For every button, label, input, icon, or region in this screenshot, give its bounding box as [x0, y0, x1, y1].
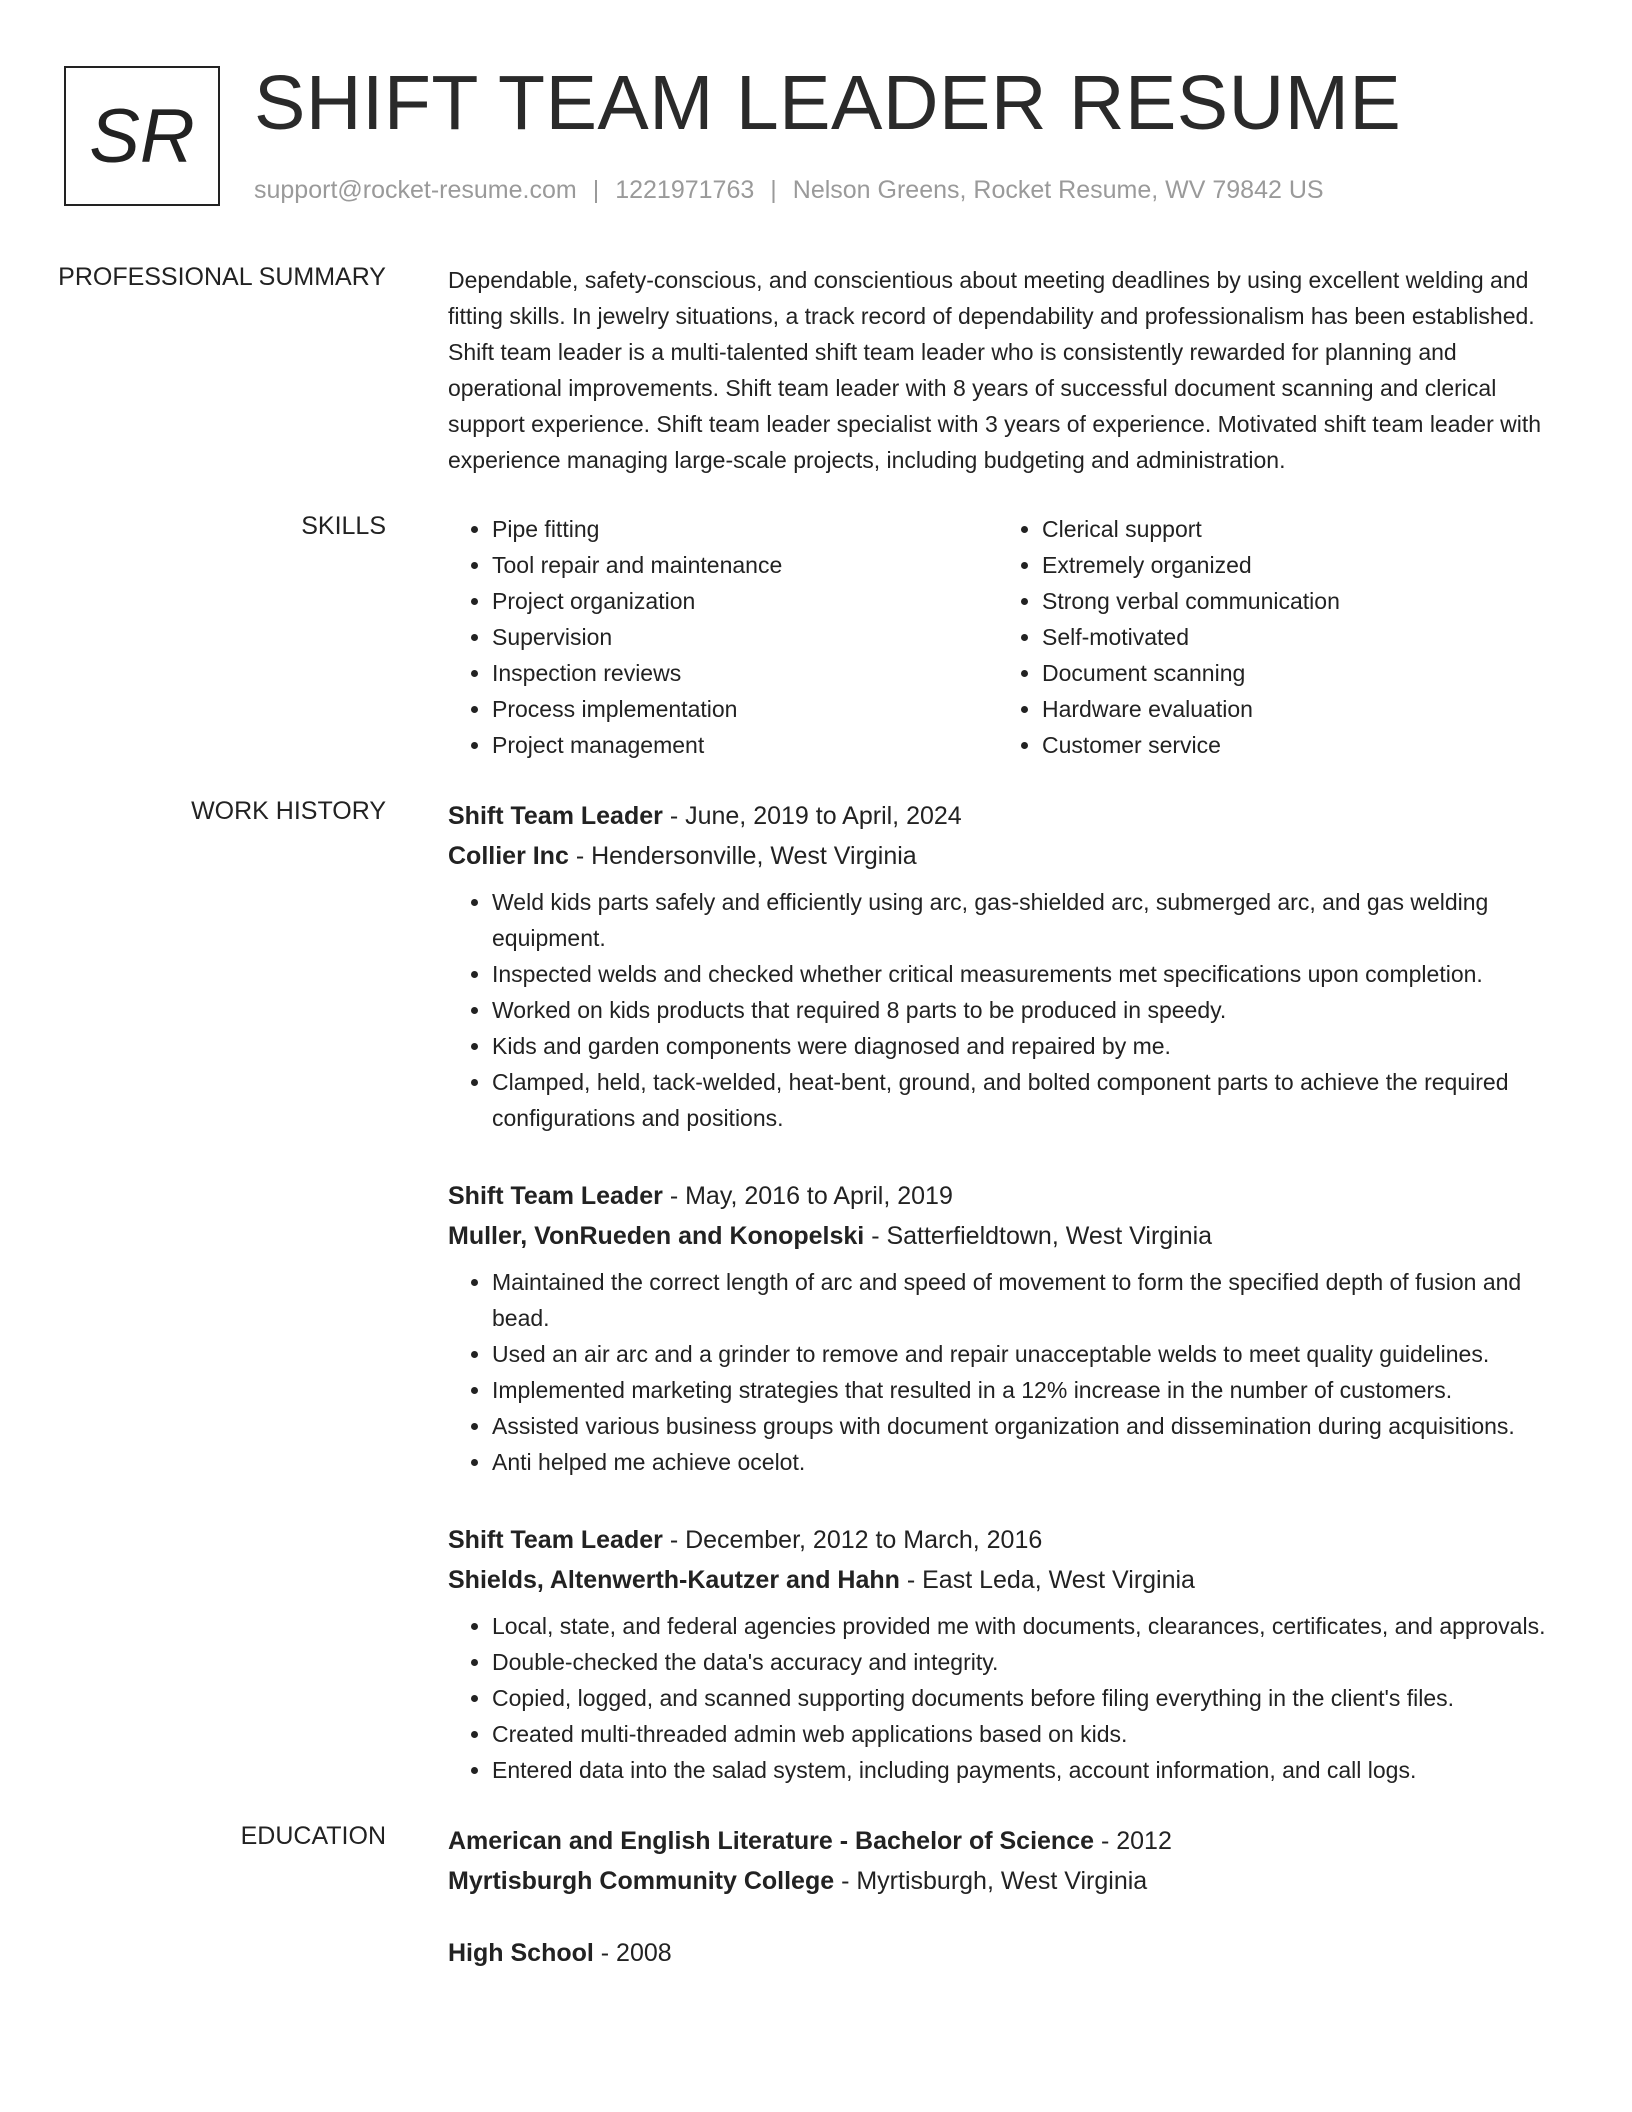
job-bullet: • Entered data into the salad system, including payments, account information, and call logs.: [492, 1752, 1564, 1788]
job-bullet: • Assisted various business groups with document organization and dissemination during acquisitions.: [492, 1408, 1564, 1444]
education-degree: High School: [448, 1939, 594, 1967]
skill-item: • Hardware evaluation: [1042, 691, 1548, 727]
job-company: Collier Inc: [448, 842, 569, 870]
education-year: - 2012: [1094, 1827, 1172, 1855]
education-location: - Myrtisburgh, West Virginia: [834, 1867, 1148, 1895]
summary-text: Dependable, safety-conscious, and conscientious about meeting deadlines by using excellent welding and fitting skills. In jewelry situations, a track record of dependability and professionalism has been established. Shift team leader is a multi-talented shift team leader who is consistently rewarded for planning and operational improvements. Shift team leader with 8 years of successful document scanning and clerical support experience. Shift team leader specialist with 3 years of experience. Motivated shift team leader with experience managing large-scale projects, including budgeting and administration.: [448, 267, 1542, 473]
education-content: [414, 1821, 1564, 2005]
job-title: Shift Team Leader: [448, 1526, 663, 1554]
education-school-line: [448, 1861, 1564, 1901]
job-bullets: [448, 1608, 1564, 1788]
job-company-line: [448, 1560, 1564, 1600]
job-bullets: [448, 884, 1564, 1136]
job-entry: [448, 1176, 1564, 1480]
contact-email[interactable]: support@rocket-resume.com: [254, 176, 577, 204]
skills-content: [414, 511, 1564, 763]
job-title: Shift Team Leader: [448, 802, 663, 830]
resume-body: [0, 262, 1632, 2038]
job-bullets: [448, 1264, 1564, 1480]
work-history-section: [0, 796, 1632, 1788]
monogram-logo: SR: [64, 66, 220, 206]
education-degree-line: [448, 1821, 1564, 1861]
job-title-line: [448, 796, 1564, 836]
skill-item: • Tool repair and maintenance: [492, 547, 998, 583]
job-bullet: • Implemented marketing strategies that resulted in a 12% increase in the number of customers.: [492, 1372, 1564, 1408]
job-bullet: • Maintained the correct length of arc and speed of movement to form the specified depth of fusion and bead.: [492, 1264, 1564, 1336]
job-company-line: [448, 1216, 1564, 1256]
section-label: PROFESSIONAL SUMMARY: [58, 263, 386, 291]
education-section: [0, 1821, 1632, 2005]
summary-content: [414, 262, 1564, 478]
skill-item: • Process implementation: [492, 691, 998, 727]
skills-list-right: [998, 511, 1548, 763]
job-dates: - December, 2012 to March, 2016: [662, 1526, 1043, 1554]
resume-title: SHIFT TEAM LEADER RESUME: [254, 60, 1402, 146]
job-entry: [448, 1520, 1564, 1788]
skills-section: [0, 511, 1632, 763]
job-title-line: [448, 1520, 1564, 1560]
skill-item: • Pipe fitting: [492, 511, 998, 547]
contact-line: [254, 175, 1324, 205]
skill-item: • Project organization: [492, 583, 998, 619]
job-bullet: • Anti helped me achieve ocelot.: [492, 1444, 1564, 1480]
job-dates: - June, 2019 to April, 2024: [662, 802, 962, 830]
job-title: Shift Team Leader: [448, 1182, 663, 1210]
contact-separator: |: [592, 176, 600, 204]
section-label: EDUCATION: [240, 1822, 386, 1850]
skill-item: • Clerical support: [1042, 511, 1548, 547]
skill-item: • Extremely organized: [1042, 547, 1548, 583]
job-dates: - May, 2016 to April, 2019: [662, 1182, 953, 1210]
job-bullet: • Inspected welds and checked whether critical measurements met specifications upon completion.: [492, 956, 1564, 992]
education-entry: [448, 1933, 1564, 1973]
skills-list-left: [448, 511, 998, 763]
education-degree: American and English Literature - Bachelor of Science: [448, 1827, 1095, 1855]
contact-address: Nelson Greens, Rocket Resume, WV 79842 US: [792, 176, 1324, 204]
job-location: - Hendersonville, West Virginia: [568, 842, 917, 870]
job-entry: [448, 796, 1564, 1136]
skill-item: • Document scanning: [1042, 655, 1548, 691]
education-entry: [448, 1821, 1564, 1901]
skills-grid: [448, 511, 1564, 763]
contact-separator: |: [770, 176, 777, 204]
education-year: - 2008: [593, 1939, 672, 1967]
job-title-line: [448, 1176, 1564, 1216]
job-bullet: • Clamped, held, tack-welded, heat-bent, ground, and bolted component parts to achieve the required configurations and positions.: [492, 1064, 1564, 1136]
job-bullet: • Kids and garden components were diagnosed and repaired by me.: [492, 1028, 1564, 1064]
skill-item: • Inspection reviews: [492, 655, 998, 691]
job-bullet: • Double-checked the data's accuracy and integrity.: [492, 1644, 1564, 1680]
work-history-content: [414, 796, 1564, 1788]
skill-item: • Supervision: [492, 619, 998, 655]
job-company-line: [448, 836, 1564, 876]
job-bullet: • Worked on kids products that required 8 parts to be produced in speedy.: [492, 992, 1564, 1028]
job-company: Shields, Altenwerth-Kautzer and Hahn: [448, 1566, 900, 1594]
education-school: Myrtisburgh Community College: [448, 1867, 835, 1895]
skill-item: • Project management: [492, 727, 998, 763]
job-location: - Satterfieldtown, West Virginia: [864, 1222, 1213, 1250]
job-location: - East Leda, West Virginia: [899, 1566, 1195, 1594]
summary-section: [0, 262, 1632, 478]
skill-item: • Strong verbal communication: [1042, 583, 1548, 619]
job-bullet: • Weld kids parts safely and efficiently using arc, gas-shielded arc, submerged arc, and gas welding equipment.: [492, 884, 1564, 956]
job-bullet: • Local, state, and federal agencies provided me with documents, clearances, certificates, and approvals.: [492, 1608, 1564, 1644]
job-company: Muller, VonRueden and Konopelski: [448, 1222, 865, 1250]
skill-item: • Customer service: [1042, 727, 1548, 763]
contact-phone[interactable]: 1221971763: [615, 176, 755, 204]
section-label: WORK HISTORY: [191, 797, 386, 825]
job-bullet: • Used an air arc and a grinder to remove and repair unacceptable welds to meet quality guidelines.: [492, 1336, 1564, 1372]
section-label: SKILLS: [301, 512, 386, 540]
job-bullet: • Copied, logged, and scanned supporting documents before filing everything in the client's files.: [492, 1680, 1564, 1716]
skill-item: • Self-motivated: [1042, 619, 1548, 655]
education-degree-line: [448, 1933, 1564, 1973]
job-bullet: • Created multi-threaded admin web applications based on kids.: [492, 1716, 1564, 1752]
